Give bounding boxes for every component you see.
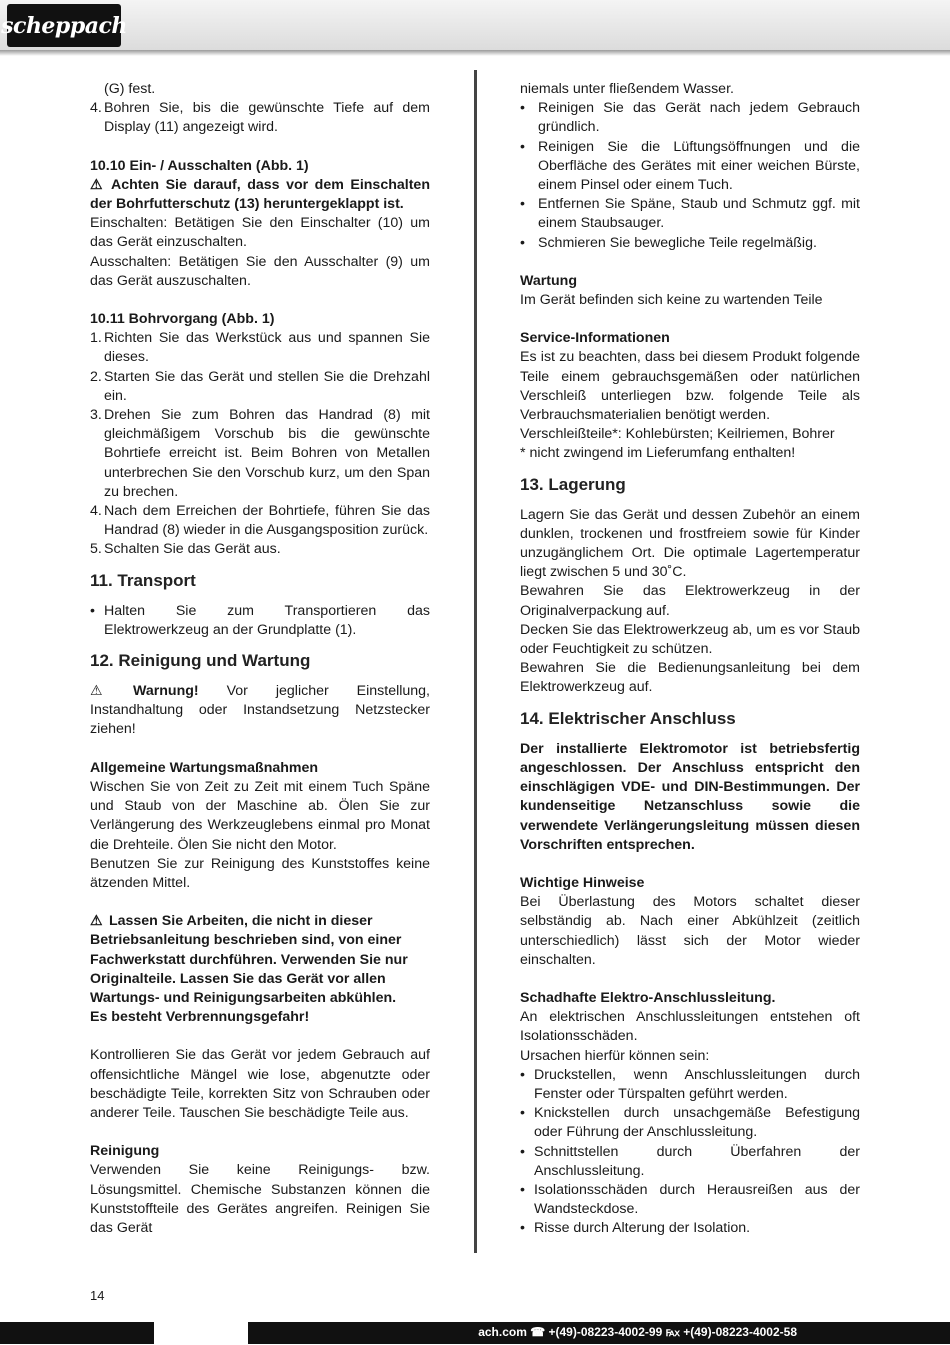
paragraph: Ausschalten: Betätigen Sie den Ausschalter (9) um das Gerät auszuschalten. — [90, 253, 430, 289]
subheading: Service-Informationen — [520, 330, 670, 347]
steps-list — [90, 329, 430, 559]
list-item: • Knickstellen durch unsachgemäße Befestigung oder Führung der Anschlussleitung. — [520, 1105, 860, 1141]
warning-triangle-icon: ⚠ — [90, 913, 103, 930]
list-item: 5. Schalten Sie das Gerät aus. — [90, 541, 281, 558]
subheading: Schadhafte Elektro-Anschlussleitung. — [520, 989, 776, 1006]
paragraph: Lagern Sie das Gerät und dessen Zubehör an einem dunklen, trockenen und frostfreiem sowie für Kinder unzugänglichem Ort. Die optimale Lagertemperatur liegt zwischen 5 und 30˚C. — [520, 506, 860, 581]
paragraph: Benutzen Sie zur Reinigung des Kunststoffes keine ätzenden Mittel. — [90, 855, 430, 891]
scheppach-logo: scheppach — [7, 4, 121, 47]
column-divider — [474, 70, 477, 1253]
paragraph: Bewahren Sie die Bedienungsanleitung bei dem Elektrowerkzeug auf. — [520, 660, 860, 696]
right-column — [520, 80, 860, 1239]
paragraph: Im Gerät befinden sich keine zu wartenden Teile — [520, 292, 823, 309]
paragraph: Wischen Sie von Zeit zu Zeit mit einem Tuch Späne und Staub von der Maschine ab. Ölen Sie zur Verlängerung des Werkzeuglebens einmal pro Monat die Drehteile. Ölen Sie nicht den Motor. — [90, 778, 430, 853]
list-item: • Schmieren Sie bewegliche Teile regelmäßig. — [520, 234, 817, 251]
subheading: Reinigung — [90, 1143, 160, 1160]
text-line: niemals unter fließendem Wasser. — [520, 81, 734, 97]
warning-triangle-icon: ⚠ — [90, 683, 103, 700]
paragraph: Decken Sie das Elektrowerkzeug ab, um es vor Staub oder Feuchtigkeit zu schützen. — [520, 621, 860, 658]
page-number: 14 — [90, 1288, 105, 1303]
chapter-heading: 13. Lagerung — [520, 474, 626, 494]
paragraph: Verwenden Sie keine Reinigungs- bzw. Lösungsmittel. Chemische Substanzen können die Kunststoffteile des Gerätes angreifen. Reinigen Sie das Gerät — [90, 1162, 430, 1236]
page-header — [0, 0, 950, 50]
footer-bar — [0, 1322, 950, 1344]
footer-contact: ach.com ☎ +(49)-08223-4002-99 ℻ +(49)-08223-4002-58 — [478, 1325, 797, 1339]
cleaning-list — [520, 99, 860, 253]
list-item: • Halten Sie zum Transportieren das Elektrowerkzeug an der Grundplatte (1). — [90, 602, 430, 638]
section-heading: 10.10 Ein- / Ausschalten (Abb. 1) — [90, 157, 309, 174]
causes-list — [520, 1066, 860, 1239]
paragraph: An elektrischen Anschlussleitungen entstehen oft Isolationsschäden. — [520, 1009, 860, 1045]
chapter-heading: 11. Transport — [90, 570, 196, 590]
list-item: • Reinigen Sie die Lüftungsöffnungen und die Oberfläche des Gerätes mit einer weichen Bürste, einem Pinsel oder einem Tuch. — [520, 138, 860, 194]
warning-triangle-icon: ⚠ — [90, 176, 103, 193]
subheading: Allgemeine Wartungsmaßnahmen — [90, 759, 319, 776]
warning-paragraph: ⚠ Lassen Sie Arbeiten, die nicht in dieser Betriebsanleitung beschrieben sind, von einer Fachwerkstatt durchführen. Verwenden Sie nur Originalteile. Lassen Sie das Gerät vor allen Wartungs- und Reinigungsarbeiten abkühlen. — [90, 913, 408, 1006]
subheading: Wichtige Hinweise — [520, 874, 645, 891]
step-list-continued — [90, 99, 430, 137]
paragraph: Bewahren Sie das Elektrowerkzeug in der Originalverpackung auf. — [520, 583, 860, 619]
paragraph: Es ist zu beachten, dass bei diesem Produkt folgende Teile einem gebrauchsgemäßen oder natürlichen Verschleiß unterliegen bzw. folgende Teile als Verbrauchsmaterialien benötigt werden. — [520, 349, 860, 424]
paragraph: Verschleißteile*: Kohlebürsten; Keilriemen, Bohrer — [520, 426, 835, 443]
section-heading: 10.11 Bohrvorgang (Abb. 1) — [90, 311, 275, 328]
list-item: 4. Nach dem Erreichen der Bohrtiefe, führen Sie das Handrad (8) wieder in die Ausgangsposition zurück. — [90, 503, 430, 539]
footer-gap — [154, 1322, 248, 1344]
list-item: • Isolationsschäden durch Herausreißen aus der Wandsteckdose. — [520, 1181, 860, 1218]
list-item: • Druckstellen, wenn Anschlussleitungen durch Fenster oder Türspalten geführt werden. — [520, 1066, 860, 1102]
warning-paragraph: ⚠ Warnung! Vor jeglicher Einstellung, Instandhaltung oder Instandsetzung Netzstecker ziehen! — [90, 683, 430, 738]
paragraph: Einschalten: Betätigen Sie den Einschalter (10) um das Gerät einzuschalten. — [90, 215, 430, 251]
list-item: • Reinigen Sie das Gerät nach jedem Gebrauch gründlich. — [520, 100, 860, 136]
paragraph: Kontrollieren Sie das Gerät vor jedem Gebrauch auf offensichtliche Mängel wie lose, abgenutzte oder beschädigte Teile, korrekten Sitz von Schrauben oder anderer Teile. Tauschen Sie beschädigte Teile aus. — [90, 1047, 430, 1121]
chapter-heading: 12. Reinigung und Wartung — [90, 651, 311, 671]
subheading: Wartung — [520, 272, 577, 289]
chapter-heading: 14. Elektrischer Anschluss — [520, 708, 736, 728]
warning-line: Es besteht Verbrennungsgefahr! — [90, 1009, 310, 1026]
list-item: 3. Drehen Sie zum Bohren das Handrad (8) mit gleichmäßigem Vorschub bis die gewünschte Bohrtiefe erreicht ist. Beim Bohren von Metallen unterbrechen Sie den Vorschub kurz, um den Span zu brechen. — [90, 407, 430, 500]
left-column — [90, 80, 430, 1238]
list-item: • Risse durch Alterung der Isolation. — [520, 1220, 751, 1237]
header-shadow — [0, 50, 950, 56]
paragraph-bold: Der installierte Elektromotor ist betriebsfertig angeschlossen. Der Anschluss entspricht den einschlägigen VDE- und DIN-Bestimmungen. Der kundenseitige Netzanschluss sowie die verwendete Verlängerungsleitung müssen diesen Vorschriften entsprechen. — [520, 740, 860, 853]
paragraph: * nicht zwingend im Lieferumfang enthalten! — [520, 445, 796, 462]
paragraph: Bei Überlastung des Motors schaltet dieser selbständig ab. Nach einer Abkühlzeit (zeitlich unterschiedlich) lässt sich der Motor wieder einschalten. — [520, 894, 860, 968]
list-item: 4. Bohren Sie, bis die gewünschte Tiefe auf dem Display (11) angezeigt wird. — [90, 100, 430, 136]
list-item: • Schnittstellen durch Überfahren der Anschlussleitung. — [520, 1143, 860, 1179]
list-item: • Entfernen Sie Späne, Staub und Schmutz ggf. mit einem Staubsauger. — [520, 196, 860, 232]
list-item: 1. Richten Sie das Werkstück aus und spannen Sie dieses. — [90, 330, 430, 366]
transport-list — [90, 602, 430, 640]
paragraph: Ursachen hierfür können sein: — [520, 1047, 710, 1064]
list-item: 2. Starten Sie das Gerät und stellen Sie die Drehzahl ein. — [90, 368, 430, 404]
warning-paragraph: ⚠ Achten Sie darauf, dass vor dem Einschalten der Bohrfutterschutz (13) heruntergeklappt ist. — [90, 176, 430, 213]
text-line: (G) fest. — [104, 81, 156, 97]
